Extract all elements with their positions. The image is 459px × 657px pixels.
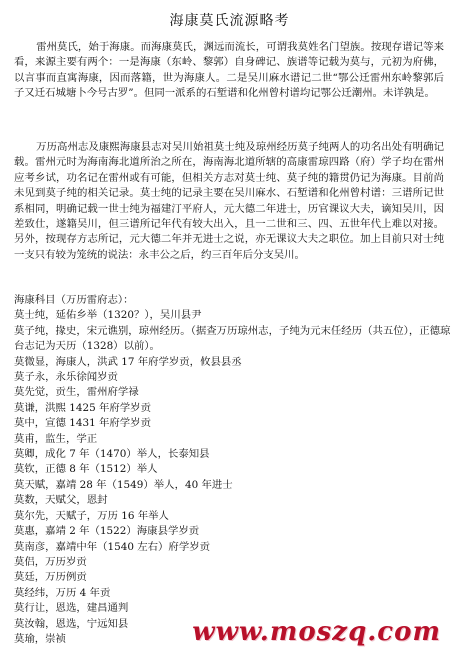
intro-paragraph bbox=[14, 40, 444, 102]
list-item: 莫惠，嘉靖 2 年（1522）海康县学岁贡 bbox=[14, 525, 200, 538]
list-item: 莫尔先，天赋子，万历 16 年举人 bbox=[14, 509, 169, 522]
list-item: 莫子纯，掾史，宋元谯别，琼州经历。（据查万历琼州志，子纯为元末任经历（共五位），正德琼台志记为天历（1328）以前）。 bbox=[14, 324, 451, 353]
list-item: 莫廷，万历例贡 bbox=[14, 571, 87, 584]
list-item: 莫汝翰，恩选，宁远知县 bbox=[14, 617, 129, 630]
list-heading: 海康科目（万历雷府志）： bbox=[14, 294, 134, 306]
list-item: 莫士纯，延佑乡举（1320？），吴川县尹 bbox=[14, 309, 202, 322]
site-watermark: www.moszq.com bbox=[192, 617, 441, 647]
list-item: 莫数，天赋父，恩封 bbox=[14, 494, 108, 507]
list-item: 莫卿，成化 7 年（1470）举人，长泰知县 bbox=[14, 448, 210, 461]
list-item: 莫经纬，万历 4 年贡 bbox=[14, 586, 111, 599]
list-item: 莫先觉，贡生，雷州府学禄 bbox=[14, 386, 139, 399]
list-item: 莫侣，万历岁贡 bbox=[14, 555, 87, 568]
exam-list bbox=[14, 293, 452, 647]
intro-paragraph-text: 雷州莫氏，始于海康。而海康莫氏，渊远而流长，可谓我莫姓名门望族。按现存谱记等来看，来源主要有两个：一是海康（东岭、黎郭）自身碑记、族谱等记载为莫与，元初为府佛，以言事而直寓海康，因而落籍，世为海康人。二是吴川麻水谱记二世“鄂公迁雷州东岭黎郭后子又迁石城塘卜今号古罗”。但同一派系的石堑谱和化州曾村谱均记鄂公迁潮州。未详孰是。 bbox=[14, 41, 444, 100]
list-item: 莫微显，海康人，洪武 17 年府学岁贡，攸县县丞 bbox=[14, 355, 242, 368]
records-paragraph bbox=[14, 140, 444, 263]
list-item: 莫甫，监生，学正 bbox=[14, 432, 98, 445]
list-item: 莫钦，正德 8 年（1512）举人 bbox=[14, 463, 158, 476]
list-item: 莫谦，洪熙 1425 年府学岁贡 bbox=[14, 401, 151, 414]
records-paragraph-text: 万历高州志及康熙海康县志对吴川始祖莫士纯及琼州经历莫子纯两人的功名出处有明确记载。雷州元时为海南海北道所治之所在，海南海北道所辖的高康雷琼四路（府）学子均在雷州应考乡试，功名记在雷州或有可能，但相关方志对莫士纯、莫子纯的籍贯仍记为海康。目前尚未见到莫子纯的相关记录。莫士纯的记录主要在吴川麻水、石堑谱和化州曾村谱：三谱所记世系相同，明确记载一世士纯为福建汀平府人，元大德二年进士，历官课议大夫，谪知吴川，因差致仕，遂籍吴川，但三谱所记年代有较大出入，且一二世和三、四、五世年代上难以对接。另外，按现存方志所记，元大德二年并无进士之说，亦无课议大夫之职位。加上目前只对士纯一支只有较为笼统的说法：永丰公之后，约三百年后分支吴川。 bbox=[14, 141, 444, 261]
list-item: 莫南彦，嘉靖中年（1540 左右）府学岁贡 bbox=[14, 540, 210, 553]
list-item: 莫瑜，崇祯 bbox=[14, 632, 66, 645]
list-item: 莫中，宣德 1431 年府学岁贡 bbox=[14, 417, 151, 430]
list-item: 莫子永，永乐徐闻岁贡 bbox=[14, 371, 118, 384]
list-item: 莫行让，恩选，建昌通判 bbox=[14, 602, 129, 615]
list-item: 莫天赋，嘉靖 28 年（1549）举人，40 年进士 bbox=[14, 478, 233, 491]
document-title: 海康莫氏流源略考 bbox=[169, 13, 290, 29]
